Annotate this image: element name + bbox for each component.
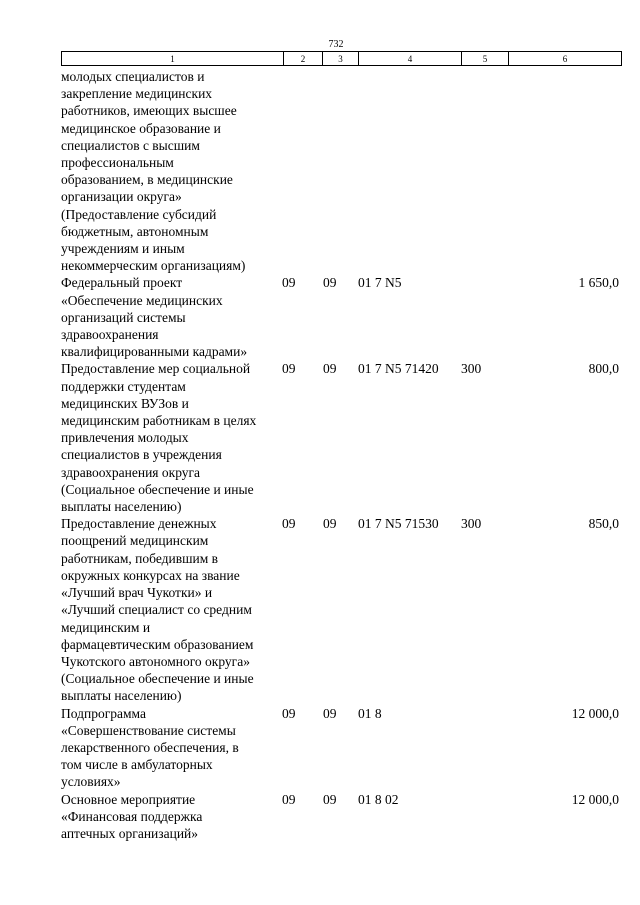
description-line: учреждениям и иным [61, 241, 185, 257]
description-line: организаций системы [61, 309, 186, 325]
section-code: 09 [282, 275, 296, 291]
budget-table-body [61, 68, 621, 842]
description-line: работникам, победившим в [61, 550, 219, 566]
description-line: Подпрограмма [61, 705, 146, 721]
target-article-code: 01 7 N5 71420 [358, 361, 439, 377]
description-line: поддержки студентам [61, 378, 186, 394]
target-article-code: 01 7 N5 [358, 275, 402, 291]
table-row [61, 705, 621, 791]
expense-type-code: 300 [461, 516, 482, 532]
page-number: 732 [328, 39, 344, 50]
column-header-table [61, 51, 622, 66]
description-line: медицинским работникам в целях [61, 413, 257, 429]
description-line: Предоставление мер социальной [61, 361, 251, 377]
description-line: специалистов с высшим [61, 137, 200, 153]
table-row [61, 68, 621, 274]
description-line: «Обеспечение медицинских [61, 292, 223, 308]
description-line: поощрений медицинским [61, 533, 209, 549]
column-header-1: 1 [62, 52, 284, 66]
subsection-code: 09 [323, 275, 337, 291]
description-line: привлечения молодых [61, 430, 189, 446]
description-line: «Совершенствование системы [61, 722, 236, 738]
amount: 800,0 [588, 361, 619, 377]
table-row [61, 274, 621, 360]
amount: 850,0 [588, 516, 619, 532]
description-line: Предоставление денежных [61, 516, 217, 532]
section-code: 09 [282, 516, 296, 532]
description-line: специалистов в учреждения [61, 447, 222, 463]
amount: 12 000,0 [571, 705, 619, 721]
description-line: работников, имеющих высшее [61, 103, 237, 119]
description-line: здравоохранения округа [61, 464, 201, 480]
description-line: (Предоставление субсидий [61, 206, 217, 222]
description-line: окружных конкурсах на звание [61, 567, 240, 583]
row-description [61, 705, 283, 791]
subsection-code: 09 [323, 791, 337, 807]
column-header-5: 5 [462, 52, 509, 66]
description-line: том числе в амбулаторных [61, 757, 213, 773]
row-description [61, 515, 283, 704]
description-line: медицинским и [61, 619, 151, 635]
description-line: условиях» [61, 774, 121, 790]
column-header-3: 3 [323, 52, 359, 66]
description-line: выплаты населению) [61, 499, 182, 515]
row-description [61, 68, 283, 274]
description-line: фармацевтическим образованием [61, 636, 254, 652]
section-code: 09 [282, 791, 296, 807]
description-line: закрепление медицинских [61, 86, 213, 102]
column-header-6: 6 [509, 52, 622, 66]
column-header-2: 2 [284, 52, 323, 66]
row-description [61, 360, 283, 515]
description-line: Чукотского автономного округа» [61, 653, 250, 669]
subsection-code: 09 [323, 516, 337, 532]
row-description [61, 274, 283, 360]
description-line: организации округа» [61, 189, 182, 205]
description-line: Основное мероприятие [61, 791, 196, 807]
table-row [61, 360, 621, 515]
description-line: (Социальное обеспечение и иные [61, 481, 254, 497]
section-code: 09 [282, 705, 296, 721]
section-code: 09 [282, 361, 296, 377]
amount: 12 000,0 [571, 791, 619, 807]
description-line: бюджетным, автономным [61, 223, 209, 239]
subsection-code: 09 [323, 705, 337, 721]
subsection-code: 09 [323, 361, 337, 377]
target-article-code: 01 8 02 [358, 791, 399, 807]
description-line: медицинских ВУЗов и [61, 395, 189, 411]
target-article-code: 01 8 [358, 705, 382, 721]
amount: 1 650,0 [578, 275, 619, 291]
description-line: «Лучший специалист со средним [61, 602, 252, 618]
expense-type-code: 300 [461, 361, 482, 377]
description-line: квалифицированными кадрами» [61, 344, 248, 360]
description-line: профессиональным [61, 155, 174, 171]
description-line: «Лучший врач Чукотки» и [61, 585, 213, 601]
table-row [61, 515, 621, 704]
row-description [61, 791, 283, 843]
description-line: выплаты населению) [61, 688, 182, 704]
description-line: «Финансовая поддержка [61, 808, 203, 824]
column-header-4: 4 [359, 52, 462, 66]
description-line: медицинское образование и [61, 120, 221, 136]
description-line: некоммерческим организациям) [61, 258, 246, 274]
description-line: аптечных организаций» [61, 825, 199, 841]
table-row [61, 791, 621, 843]
description-line: Федеральный проект [61, 275, 183, 291]
description-line: (Социальное обеспечение и иные [61, 671, 254, 687]
description-line: молодых специалистов и [61, 69, 205, 84]
description-line: образованием, в медицинские [61, 172, 233, 188]
description-line: здравоохранения [61, 327, 159, 343]
target-article-code: 01 7 N5 71530 [358, 516, 439, 532]
description-line: лекарственного обеспечения, в [61, 739, 239, 755]
